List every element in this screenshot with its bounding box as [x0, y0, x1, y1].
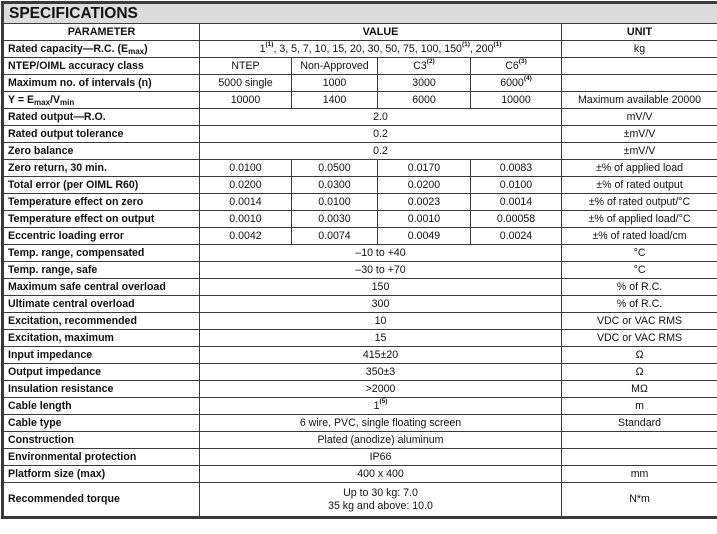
param-label: Zero balance: [4, 143, 200, 160]
value-cell: 0.0100: [200, 160, 292, 177]
param-label: Cable length: [4, 398, 200, 415]
unit-cell: VDC or VAC RMS: [562, 330, 717, 347]
param-label: Zero return, 30 min.: [4, 160, 200, 177]
value-cell: 0.0014: [471, 194, 562, 211]
table-row: [4, 160, 717, 177]
table-row: [4, 415, 717, 432]
unit-cell: ±% of rated output/°C: [562, 194, 717, 211]
value-cell: 0.0023: [378, 194, 471, 211]
value-cell: 2.0: [200, 109, 562, 126]
unit-cell: kg: [562, 41, 717, 58]
value-cell: C3$^{(2)}$: [378, 58, 471, 75]
value-cell: 0.0024: [471, 228, 562, 245]
value-cell: –10 to +40: [200, 245, 562, 262]
header-row: [4, 24, 717, 41]
value-cell: 6 wire, PVC, single floating screen: [200, 415, 562, 432]
value-cell: 0.0030: [292, 211, 378, 228]
value-cell: 0.0010: [200, 211, 292, 228]
value-cell: 10000: [200, 92, 292, 109]
value-cell: 400 x 400: [200, 466, 562, 483]
specifications-table: [3, 3, 717, 517]
param-label: Temperature effect on output: [4, 211, 200, 228]
value-cell: Plated (anodize) aluminum: [200, 432, 562, 449]
param-label: Insulation resistance: [4, 381, 200, 398]
param-label: $Y = E_{max}/V_{min}$: [4, 92, 200, 109]
value-cell: 0.0200: [200, 177, 292, 194]
value-cell: 0.0100: [471, 177, 562, 194]
param-label: Maximum safe central overload: [4, 279, 200, 296]
table-row: [4, 228, 717, 245]
unit-cell: ±mV/V: [562, 126, 717, 143]
torque-line-2: 35 kg and above: 10.0: [328, 499, 433, 512]
table-row: [4, 330, 717, 347]
value-cell: 0.00058: [471, 211, 562, 228]
unit-cell: [562, 432, 717, 449]
param-label: Input impedance: [4, 347, 200, 364]
param-label: Cable type: [4, 415, 200, 432]
table-row: [4, 211, 717, 228]
table-row: [4, 313, 717, 330]
value-cell: 0.2: [200, 126, 562, 143]
table-row: [4, 245, 717, 262]
value-cell: 5000 single: [200, 75, 292, 92]
table-row: [4, 41, 717, 58]
value-cell: C6$^{(3)}$: [471, 58, 562, 75]
param-label: Rated output—R.O.: [4, 109, 200, 126]
value-cell: 0.0083: [471, 160, 562, 177]
value-cell: 6000$^{(4)}$: [471, 75, 562, 92]
table-row: [4, 296, 717, 313]
param-label: Temp. range, safe: [4, 262, 200, 279]
value-cell: 0.0300: [292, 177, 378, 194]
unit-cell: Ω: [562, 364, 717, 381]
table-row: [4, 347, 717, 364]
table-row: [4, 466, 717, 483]
value-cell: 0.0200: [378, 177, 471, 194]
unit-cell: Maximum available 20000: [562, 92, 717, 109]
unit-cell: ±% of applied load: [562, 160, 717, 177]
table-row: [4, 364, 717, 381]
value-cell: –30 to +70: [200, 262, 562, 279]
param-label: Platform size (max): [4, 466, 200, 483]
value-cell: 1000: [292, 75, 378, 92]
unit-cell: mV/V: [562, 109, 717, 126]
value-cell: 15: [200, 330, 562, 347]
table-title: SPECIFICATIONS: [4, 4, 717, 24]
value-cell: 0.0170: [378, 160, 471, 177]
param-label: Ultimate central overload: [4, 296, 200, 313]
table-row: [4, 58, 717, 75]
table-row: [4, 126, 717, 143]
specifications-table-container: [1, 1, 717, 519]
value-cell: 0.0100: [292, 194, 378, 211]
param-label: Excitation, maximum: [4, 330, 200, 347]
torque-line-1: Up to 30 kg: 7.0: [343, 486, 418, 499]
unit-cell: % of R.C.: [562, 296, 717, 313]
param-label: Construction: [4, 432, 200, 449]
value-cell: 415±20: [200, 347, 562, 364]
unit-cell: mm: [562, 466, 717, 483]
table-row: [4, 381, 717, 398]
value-cell: 0.0014: [200, 194, 292, 211]
table-title-row: [4, 4, 717, 24]
value-cell: 0.0074: [292, 228, 378, 245]
unit-cell: N*m: [562, 483, 717, 517]
value-cell: >2000: [200, 381, 562, 398]
value-cell: 150: [200, 279, 562, 296]
value-cell: 1$^{(1)}$, 3, 5, 7, 10, 15, 20, 30, 50, 75, 100, 150$^{(1)}$, 200$^{(1)}$: [200, 41, 562, 58]
param-label: Temperature effect on zero: [4, 194, 200, 211]
value-cell: Non-Approved: [292, 58, 378, 75]
table-row: [4, 75, 717, 92]
param-label: Temp. range, compensated: [4, 245, 200, 262]
value-cell: 6000: [378, 92, 471, 109]
header-parameter: PARAMETER: [4, 24, 200, 41]
unit-cell: [562, 75, 717, 92]
value-cell: 10000: [471, 92, 562, 109]
unit-cell: °C: [562, 245, 717, 262]
unit-cell: °C: [562, 262, 717, 279]
value-cell: 3000: [378, 75, 471, 92]
param-label: Environmental protection: [4, 449, 200, 466]
value-cell: [200, 483, 562, 517]
table-row: [4, 483, 717, 517]
value-cell: 350±3: [200, 364, 562, 381]
table-row: [4, 279, 717, 296]
unit-cell: Standard: [562, 415, 717, 432]
table-row: [4, 92, 717, 109]
unit-cell: MΩ: [562, 381, 717, 398]
unit-cell: [562, 449, 717, 466]
unit-cell: ±mV/V: [562, 143, 717, 160]
header-unit: UNIT: [562, 24, 717, 41]
header-value: VALUE: [200, 24, 562, 41]
unit-cell: ±% of applied load/°C: [562, 211, 717, 228]
value-cell: 300: [200, 296, 562, 313]
value-cell: 1400: [292, 92, 378, 109]
table-row: [4, 194, 717, 211]
param-label: Excitation, recommended: [4, 313, 200, 330]
value-cell: IP66: [200, 449, 562, 466]
value-cell: 1$^{(5)}$: [200, 398, 562, 415]
table-row: [4, 262, 717, 279]
unit-cell: ±% of rated output: [562, 177, 717, 194]
param-label: Total error (per OIML R60): [4, 177, 200, 194]
value-cell: 0.0500: [292, 160, 378, 177]
value-cell: 0.2: [200, 143, 562, 160]
table-row: [4, 109, 717, 126]
param-label: NTEP/OIML accuracy class: [4, 58, 200, 75]
unit-cell: [562, 58, 717, 75]
unit-cell: m: [562, 398, 717, 415]
table-row: [4, 432, 717, 449]
unit-cell: % of R.C.: [562, 279, 717, 296]
table-row: [4, 449, 717, 466]
param-label: Eccentric loading error: [4, 228, 200, 245]
table-row: [4, 143, 717, 160]
unit-cell: ±% of rated load/cm: [562, 228, 717, 245]
param-label: Recommended torque: [4, 483, 200, 517]
param-label: Rated capacity—R.C. $(E_{max})$: [4, 41, 200, 58]
value-cell: 0.0049: [378, 228, 471, 245]
unit-cell: VDC or VAC RMS: [562, 313, 717, 330]
param-label: Rated output tolerance: [4, 126, 200, 143]
table-row: [4, 398, 717, 415]
param-label: Output impedance: [4, 364, 200, 381]
value-cell: 0.0010: [378, 211, 471, 228]
value-cell: NTEP: [200, 58, 292, 75]
param-label: Maximum no. of intervals (n): [4, 75, 200, 92]
value-cell: 10: [200, 313, 562, 330]
table-row: [4, 177, 717, 194]
unit-cell: Ω: [562, 347, 717, 364]
value-cell: 0.0042: [200, 228, 292, 245]
